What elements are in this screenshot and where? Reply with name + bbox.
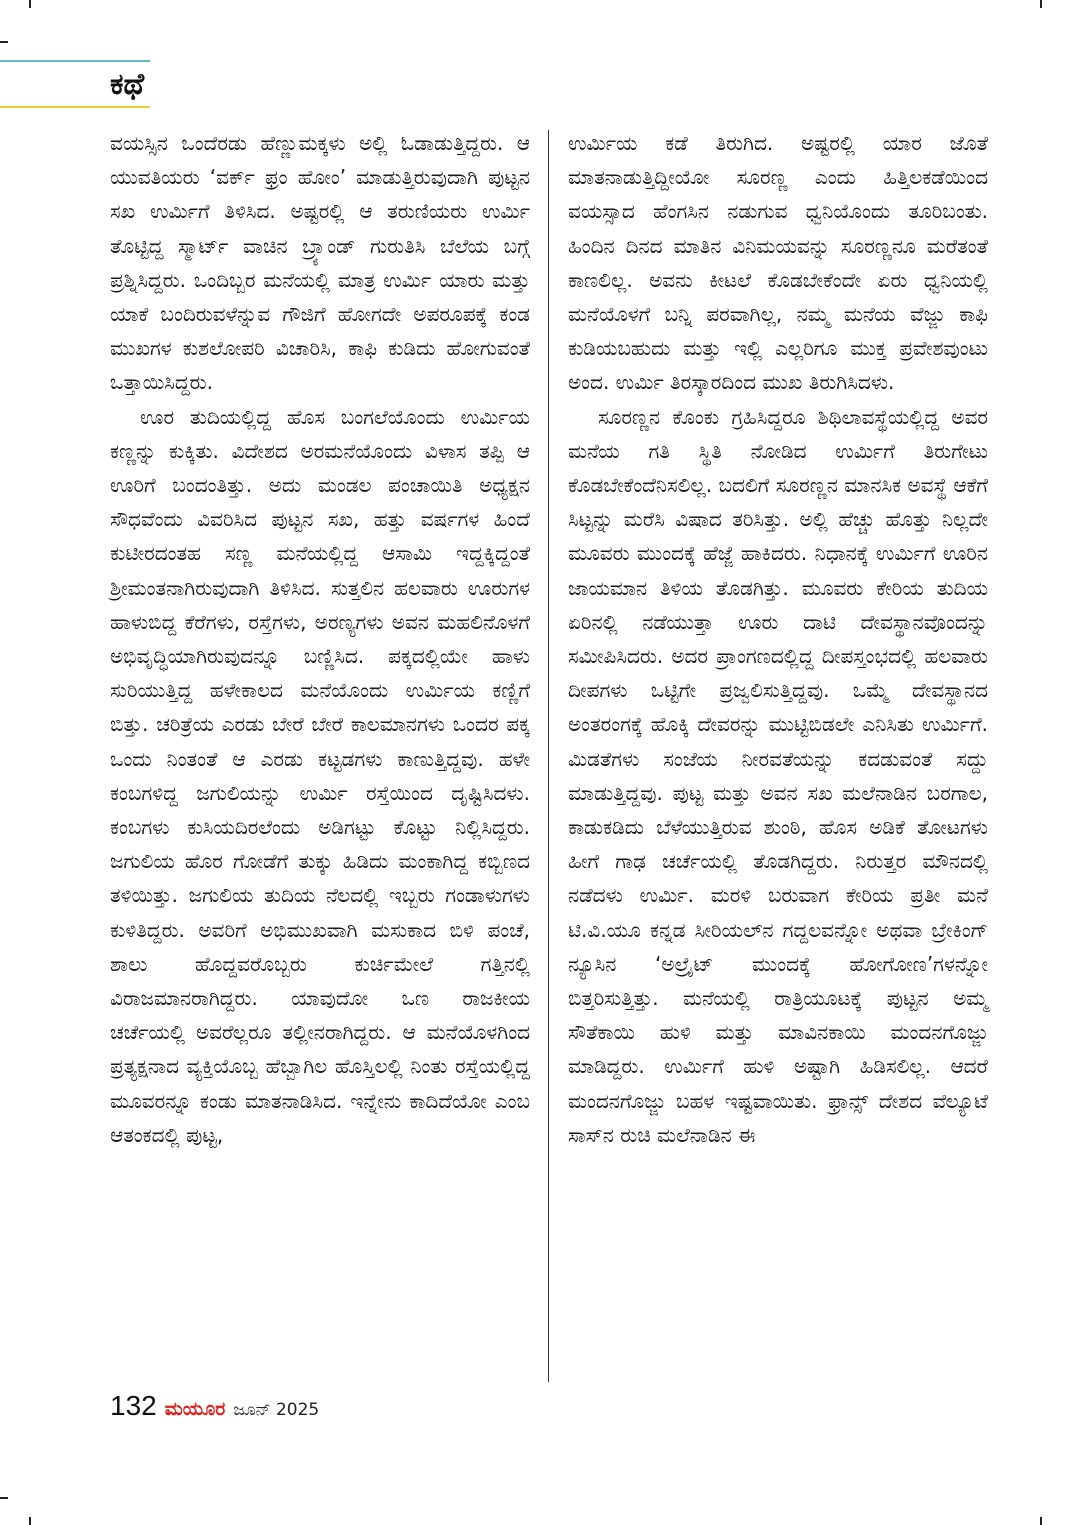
- crop-mark: [0, 41, 8, 43]
- section-title: ಕಥೆ: [110, 67, 145, 102]
- page-number: 132: [110, 1390, 157, 1421]
- paragraph: ವಯಸ್ಸಿನ ಒಂದೆರಡು ಹೆಣ್ಣುಮಕ್ಕಳು ಅಲ್ಲಿ ಓಡಾಡುತ್ತಿದ್ದರು. ಆ ಯುವತಿಯರು ‘ವರ್ಕ್ ಫ್ರಂ ಹೋಂ’ ಮಾಡುತ್ತಿರುವುದಾಗಿ ಪುಟ್ಟನ ಸಖ ಉರ್ಮಿಗೆ ತಿಳಿಸಿದ. ಅಷ್ಟರಲ್ಲಿ ಆ ತರುಣಿಯರು ಉರ್ಮಿ ತೊಟ್ಟಿದ್ದ ಸ್ಮಾರ್ಟ್ ವಾಚಿನ ಬ್ರ್ಯಾಂಡ್ ಗುರುತಿಸಿ ಬೆಲೆಯ ಬಗ್ಗೆ ಪ್ರಶ್ನಿಸಿದ್ದರು. ಒಂದಿಬ್ಬರ ಮನೆಯಲ್ಲಿ ಮಾತ್ರ ಉರ್ಮಿ ಯಾರು ಮತ್ತು ಯಾಕೆ ಬಂದಿರುವಳೆನ್ನುವ ಗೌಜಿಗೆ ಹೋಗದೇ ಅಪರೂಪಕ್ಕೆ ಕಂಡ ಮುಖಗಳ ಕುಶಲೋಪರಿ ವಿಚಾರಿಸಿ, ಕಾಫಿ ಕುಡಿದು ಹೋಗುವಂತೆ ಒತ್ತಾಯಿಸಿದ್ದರು.: [110, 131, 530, 395]
- header-rule-top: [0, 60, 150, 62]
- crop-mark: [0, 1497, 8, 1499]
- magazine-logo: ಮಯೂರ: [164, 1398, 226, 1420]
- paragraph: ಊರ ತುದಿಯಲ್ಲಿದ್ದ ಹೊಸ ಬಂಗಲೆಯೊಂದು ಉರ್ಮಿಯ ಕಣ್ಣನ್ನು ಕುಕ್ಕಿತು. ವಿದೇಶದ ಅರಮನೆಯೊಂದು ವಿಳಾಸ ತಪ್ಪಿ ಆ ಊರಿಗೆ ಬಂದಂತಿತ್ತು. ಅದು ಮಂಡಲ ಪಂಚಾಯಿತಿ ಅಧ್ಯಕ್ಷನ ಸೌಧವೆಂದು ವಿವರಿಸಿದ ಪುಟ್ಟನ ಸಖ, ಹತ್ತು ವರ್ಷಗಳ ಹಿಂದೆ ಕುಟೀರದಂತಹ ಸಣ್ಣ ಮನೆಯಲ್ಲಿದ್ದ ಆಸಾಮಿ ಇದ್ದಕ್ಕಿದ್ದಂತೆ ಶ್ರೀಮಂತನಾಗಿರುವುದಾಗಿ ತಿಳಿಸಿದ. ಸುತ್ತಲಿನ ಹಲವಾರು ಊರುಗಳ ಹಾಳುಬಿದ್ದ ಕೆರೆಗಳು, ರಸ್ತೆಗಳು, ಅರಣ್ಯಗಳು ಅವನ ಮಹಲಿನೊಳಗೆ ಅಭಿವೃದ್ಧಿಯಾಗಿರುವುದನ್ನೂ ಬಣ್ಣಿಸಿದ. ಪಕ್ಕದಲ್ಲಿಯೇ ಹಾಳು ಸುರಿಯುತ್ತಿದ್ದ ಹಳೇಕಾಲದ ಮನೆಯೊಂದು ಉರ್ಮಿಯ ಕಣ್ಣಿಗೆ ಬಿತ್ತು. ಚರಿತ್ರೆಯ ಎರಡು ಬೇರೆ ಬೇರೆ ಕಾಲಮಾನಗಳು ಒಂದರ ಪಕ್ಕ ಒಂದು ನಿಂತಂತೆ ಆ ಎರಡು ಕಟ್ಟಡಗಳು ಕಾಣುತ್ತಿದ್ದವು. ಹಳೇ ಕಂಬಗಳಿದ್ದ ಜಗುಲಿಯನ್ನು ಉರ್ಮಿ ರಸ್ತೆಯಿಂದ ದೃಷ್ಟಿಸಿದಳು. ಕಂಬಗಳು ಕುಸಿಯದಿರಲೆಂದು ಅಡಿಗಟ್ಟು ಕೊಟ್ಟು ನಿಲ್ಲಿಸಿದ್ದರು. ಜಗುಲಿಯ ಹೊರ ಗೋಡೆಗೆ ತುಕ್ಕು ಹಿಡಿದು ಮಂಕಾಗಿದ್ದ ಕಬ್ಬಿಣದ ತಳಿಯಿತ್ತು. ಜಗುಲಿಯ ತುದಿಯ ನೆಲದಲ್ಲಿ ಇಬ್ಬರು ಗಂಡಾಳುಗಳು ಕುಳಿತಿದ್ದರು. ಅವರಿಗೆ ಅಭಿಮುಖವಾಗಿ ಮಸುಕಾದ ಬಿಳಿ ಪಂಚೆ, ಶಾಲು ಹೊದ್ದವರೊಬ್ಬರು ಕುರ್ಚಿಮೇಲೆ ಗತ್ತಿನಲ್ಲಿ ವಿರಾಜಮಾನರಾಗಿದ್ದರು. ಯಾವುದೋ ಒಣ ರಾಜಕೀಯ ಚರ್ಚೆಯಲ್ಲಿ ಅವರೆಲ್ಲರೂ ತಲ್ಲೀನರಾಗಿದ್ದರು. ಆ ಮನೆಯೊಳಗಿಂದ ಪ್ರತ್ಯಕ್ಷನಾದ ವ್ಯಕ್ತಿಯೊಬ್ಬ ಹೆಬ್ಬಾಗಿಲ ಹೊಸ್ತಿಲಲ್ಲಿ ನಿಂತು ರಸ್ತೆಯಲ್ಲಿದ್ದ ಮೂವರನ್ನೂ ಕಂಡು ಮಾತನಾಡಿಸಿದ. ಇನ್ನೇನು ಕಾದಿದೆಯೋ ಎಂಬ ಆತಂಕದಲ್ಲಿ ಪುಟ್ಟ,: [110, 404, 530, 1147]
- crop-mark: [29, 0, 31, 8]
- crop-mark: [1040, 1517, 1042, 1525]
- crop-mark: [29, 1517, 31, 1525]
- page-footer: [110, 1390, 319, 1430]
- crop-mark: [1040, 0, 1042, 8]
- column-divider: [548, 130, 549, 1382]
- article-column-left: [110, 126, 530, 1152]
- paragraph: ಸೂರಣ್ಣನ ಕೊಂಕು ಗ್ರಹಿಸಿದ್ದರೂ ಶಿಥಿಲಾವಸ್ಥೆಯಲ್ಲಿದ್ದ ಅವರ ಮನೆಯ ಗತಿ ಸ್ಥಿತಿ ನೋಡಿದ ಉರ್ಮಿಗೆ ತಿರುಗೇಟು ಕೊಡಬೇಕೆಂದೆನಿಸಲಿಲ್ಲ. ಬದಲಿಗೆ ಸೂರಣ್ಣನ ಮಾನಸಿಕ ಅವಸ್ಥೆ ಆಕೆಗೆ ಸಿಟ್ಟನ್ನು ಮರೆಸಿ ವಿಷಾದ ತರಿಸಿತ್ತು. ಅಲ್ಲಿ ಹೆಚ್ಚು ಹೊತ್ತು ನಿಲ್ಲದೇ ಮೂವರು ಮುಂದಕ್ಕೆ ಹೆಜ್ಜೆ ಹಾಕಿದರು. ನಿಧಾನಕ್ಕೆ ಉರ್ಮಿಗೆ ಊರಿನ ಜಾಯಮಾನ ತಿಳಿಯ ತೊಡಗಿತ್ತು. ಮೂವರು ಕೇರಿಯ ತುದಿಯ ಏರಿನಲ್ಲಿ ನಡೆಯುತ್ತಾ ಊರು ದಾಟಿ ದೇವಸ್ಥಾನವೊಂದನ್ನು ಸಮೀಪಿಸಿದರು. ಅದರ ಪ್ರಾಂಗಣದಲ್ಲಿದ್ದ ದೀಪಸ್ತಂಭದಲ್ಲಿ ಹಲವಾರು ದೀಪಗಳು ಒಟ್ಟಿಗೇ ಪ್ರಜ್ವಲಿಸುತ್ತಿದ್ದವು. ಒಮ್ಮೆ ದೇವಸ್ಥಾನದ ಅಂತರಂಗಕ್ಕೆ ಹೊಕ್ಕಿ ದೇವರನ್ನು ಮುಟ್ಟಿಬಿಡಲೇ ಎನಿಸಿತು ಉರ್ಮಿಗೆ. ಮಿಡತೆಗಳು ಸಂಜೆಯ ನೀರವತೆಯನ್ನು ಕದಡುವಂತೆ ಸದ್ದು ಮಾಡುತ್ತಿದ್ದವು. ಪುಟ್ಟ ಮತ್ತು ಅವನ ಸಖ ಮಲೆನಾಡಿನ ಬರಗಾಲ, ಕಾಡುಕಡಿದು ಬೆಳೆಯುತ್ತಿರುವ ಶುಂಠಿ, ಹೊಸ ಅಡಿಕೆ ತೋಟಗಳು ಹೀಗೆ ಗಾಢ ಚರ್ಚೆಯಲ್ಲಿ ತೊಡಗಿದ್ದರು. ನಿರುತ್ತರ ಮೌನದಲ್ಲಿ ನಡೆದಳು ಉರ್ಮಿ. ಮರಳಿ ಬರುವಾಗ ಕೇರಿಯ ಪ್ರತೀ ಮನೆ ಟಿ.ವಿ.ಯೂ ಕನ್ನಡ ಸೀರಿಯಲ್‌ನ ಗದ್ದಲವನ್ನೋ ಅಥವಾ ಬ್ರೇಕಿಂಗ್ ನ್ಯೂಸಿನ ‘ಅಲ್ರೈಟ್ ಮುಂದಕ್ಕೆ ಹೋಗೋಣ’ಗಳನ್ನೋ ಬಿತ್ತರಿಸುತ್ತಿತ್ತು. ಮನೆಯಲ್ಲಿ ರಾತ್ರಿಯೂಟಕ್ಕೆ ಪುಟ್ಟನ ಅಮ್ಮ ಸೌತೆಕಾಯಿ ಹುಳಿ ಮತ್ತು ಮಾವಿನಕಾಯಿ ಮಂದನಗೊಜ್ಜು ಮಾಡಿದ್ದರು. ಉರ್ಮಿಗೆ ಹುಳಿ ಅಷ್ಟಾಗಿ ಹಿಡಿಸಲಿಲ್ಲ. ಆದರೆ ಮಂದನಗೊಜ್ಜು ಬಹಳ ಇಷ್ಟವಾಯಿತು. ಫ್ರಾನ್ಸ್ ದೇಶದ ವೆಲ್ಯೂಟೆ ಸಾಸ್‌ನ ರುಚಿ ಮಲೆನಾಡಿನ ಈ: [568, 404, 988, 1147]
- issue-date: ಜೂನ್ 2025: [233, 1400, 320, 1420]
- article-column-right: [568, 126, 988, 1152]
- paragraph: ಉರ್ಮಿಯ ಕಡೆ ತಿರುಗಿದ. ಅಷ್ಟರಲ್ಲಿ ಯಾರ ಜೊತೆ ಮಾತನಾಡುತ್ತಿದ್ದೀಯೋ ಸೂರಣ್ಣ ಎಂದು ಹಿತ್ತಿಲಕಡೆಯಿಂದ ವಯಸ್ಸಾದ ಹೆಂಗಸಿನ ನಡುಗುವ ಧ್ವನಿಯೊಂದು ತೂರಿಬಂತು. ಹಿಂದಿನ ದಿನದ ಮಾತಿನ ವಿನಿಮಯವನ್ನು ಸೂರಣ್ಣನೂ ಮರೆತಂತೆ ಕಾಣಲಿಲ್ಲ. ಅವನು ಕೀಟಲೆ ಕೊಡಬೇಕೆಂದೇ ಏರು ಧ್ವನಿಯಲ್ಲಿ ಮನೆಯೊಳಗೆ ಬನ್ನಿ ಪರವಾಗಿಲ್ಲ, ನಮ್ಮ ಮನೆಯ ವೆಜ್ಜು ಕಾಫಿ ಕುಡಿಯಬಹುದು ಮತ್ತು ಇಲ್ಲಿ ಎಲ್ಲರಿಗೂ ಮುಕ್ತ ಪ್ರವೇಶವುಂಟು ಅಂದ. ಉರ್ಮಿ ತಿರಸ್ಕಾರದಿಂದ ಮುಖ ತಿರುಗಿಸಿದಳು.: [568, 131, 988, 395]
- header-rule-bottom: [0, 106, 150, 108]
